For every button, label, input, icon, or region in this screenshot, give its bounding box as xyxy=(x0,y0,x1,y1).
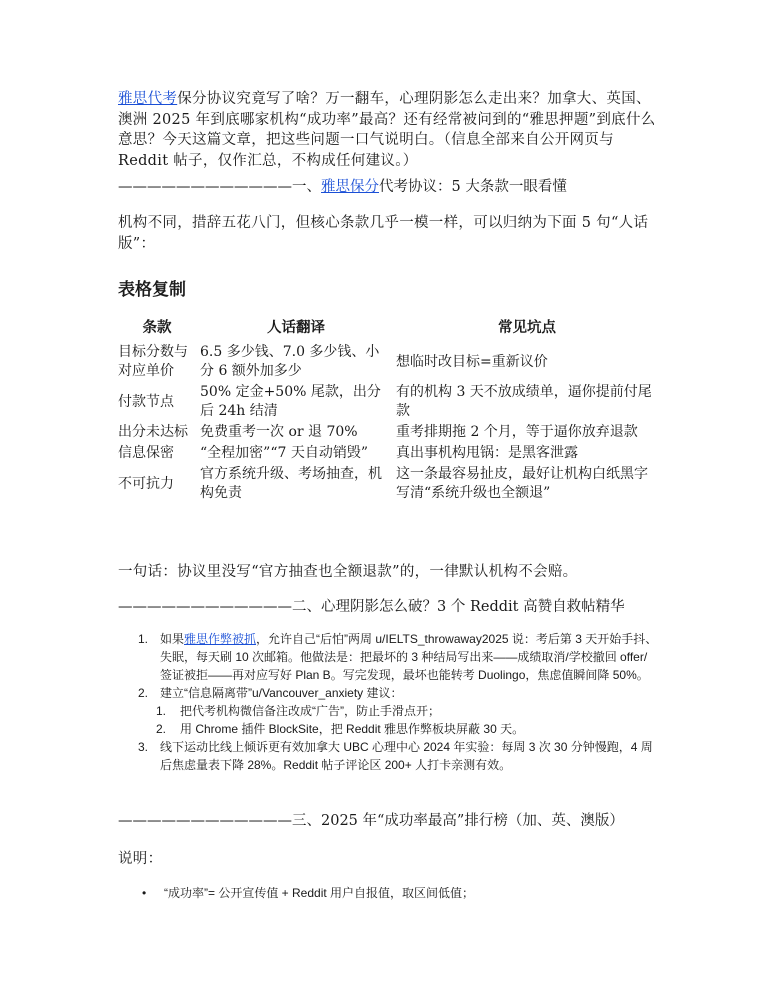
table-row xyxy=(116,422,660,443)
table-cell: 付款节点 xyxy=(118,393,174,410)
list-item xyxy=(138,738,658,774)
bullet-text: “成功率”= 公开宣传值 + Reddit 用户自报值，取区间低值； xyxy=(164,886,475,900)
list-item xyxy=(138,630,658,684)
table-cell: 这一条最容易扯皮，最好让机构白纸黑字写清“系统升级也全额退” xyxy=(396,466,648,501)
table-heading: 表格复制 xyxy=(118,280,186,300)
list-item-text: 线下运动比线上倾诉更有效加拿大 UBC 心理中心 2024 年实验：每周 3 次 30 分钟慢跑，4 周后焦虑量表下降 28%。Reddit 帖子评论区 200+ 人打卡亲测有效。 xyxy=(160,740,653,772)
table-cell: 6.5 多少钱、7.0 多少钱、小分 6 额外加多少 xyxy=(200,344,380,379)
sub-list-number: 1. xyxy=(156,704,167,718)
section1-suffix: 代考协议：5 大条款一眼看懂 xyxy=(379,179,567,195)
bullet-icon: • xyxy=(142,886,147,900)
tips-list xyxy=(138,630,658,774)
sub-list-number: 2. xyxy=(156,722,167,736)
table-cell: 50% 定金+50% 尾款，出分后 24h 结清 xyxy=(200,384,381,419)
intro-paragraph xyxy=(118,89,658,171)
table-row xyxy=(116,382,660,422)
bullet-item xyxy=(138,884,684,902)
header-clause: 条款 xyxy=(142,320,172,336)
table-cell: 重考排期拖 2 个月，等于逼你放弃退款 xyxy=(396,424,638,440)
table-row xyxy=(116,464,660,504)
cheating-link[interactable]: 雅思作弊被抓 xyxy=(184,632,257,646)
intro-text: 保分协议究竟写了啥？万一翻车，心理阴影怎么走出来？加拿大、英国、澳洲 2025 年到底哪家机构“成功率”最高？还有经常被问到的“雅思押题”到底什么意思？今天这篇文章，把这些问题一口气说明白。（信息全部来自公开网页与 Reddit 帖子，仅作汇总，不构成任何建议。） xyxy=(118,91,656,169)
table-cell: 想临时改目标=重新议价 xyxy=(396,353,548,370)
section1-heading xyxy=(118,177,678,197)
table-cell: 官方系统升级、考场抽查，机构免责 xyxy=(200,466,382,501)
table-cell: 出分未达标 xyxy=(118,424,188,440)
sub-list-item xyxy=(156,720,658,738)
table-row xyxy=(116,443,660,464)
section1-prefix: ————————————一、 xyxy=(118,179,321,195)
list-number: 2. xyxy=(138,686,149,700)
table-cell: 免费重考一次 or 退 70% xyxy=(200,424,358,440)
table-cell: 信息保密 xyxy=(118,445,174,461)
table-cell: “全程加密”“7 天自动销毁” xyxy=(200,445,368,461)
table-row xyxy=(116,342,660,382)
clause-table xyxy=(116,318,660,504)
sub-list-item xyxy=(156,702,658,720)
table-cell: 有的机构 3 天不放成绩单，逼你提前付尾款 xyxy=(396,384,652,419)
list-item-text: ，允许自己“后怕”两周 u/IELTS_throwaway2025 说：考后第 3 天开始手抖、失眠，每天刷 10 次邮箱。他做法是：把最坏的 3 种结局写出来——成绩取消/学校撤回 offer/签证被拒——再对应写好 Plan B。写完发现，最坏也能转考 Duolingo，焦虑值瞬间降 50%。 xyxy=(160,632,658,682)
header-pitfall: 常见坑点 xyxy=(498,320,556,336)
note-label: 说明： xyxy=(118,851,163,867)
list-item-prefix: 如果 xyxy=(160,632,185,646)
list-item-text: 建立“信息隔离带”u/Vancouver_anxiety 建议： xyxy=(160,686,403,700)
sub-list-text: 用 Chrome 插件 BlockSite，把 Reddit 雅思作弊板块屏蔽 30 天。 xyxy=(180,722,525,736)
table-cell: 不可抗力 xyxy=(118,475,174,492)
list-item xyxy=(138,684,658,702)
sub-list-text: 把代考机构微信备注改成“广告”，防止手滑点开； xyxy=(180,704,440,718)
section1-description: 机构不同，措辞五花八门，但核心条款几乎一模一样，可以归纳为下面 5 句“人话版”： xyxy=(118,215,649,252)
table-cell: 真出事机构甩锅：是黑客泄露 xyxy=(396,445,578,461)
list-number: 1. xyxy=(138,632,149,646)
section1-link[interactable]: 雅思保分 xyxy=(321,179,379,195)
header-translation: 人话翻译 xyxy=(267,320,325,336)
intro-link[interactable]: 雅思代考 xyxy=(118,91,178,107)
section3-heading: ————————————三、2025 年“成功率最高”排行榜（加、英、澳版） xyxy=(118,813,624,829)
section2-heading: ————————————二、心理阴影怎么破？3 个 Reddit 高赞自救帖精华 xyxy=(118,599,625,615)
table-header-row xyxy=(116,318,660,342)
summary-line: 一句话：协议里没写“官方抽查也全额退款”的，一律默认机构不会赔。 xyxy=(118,564,578,580)
table-cell: 目标分数与对应单价 xyxy=(118,344,188,379)
list-number: 3. xyxy=(138,740,149,754)
